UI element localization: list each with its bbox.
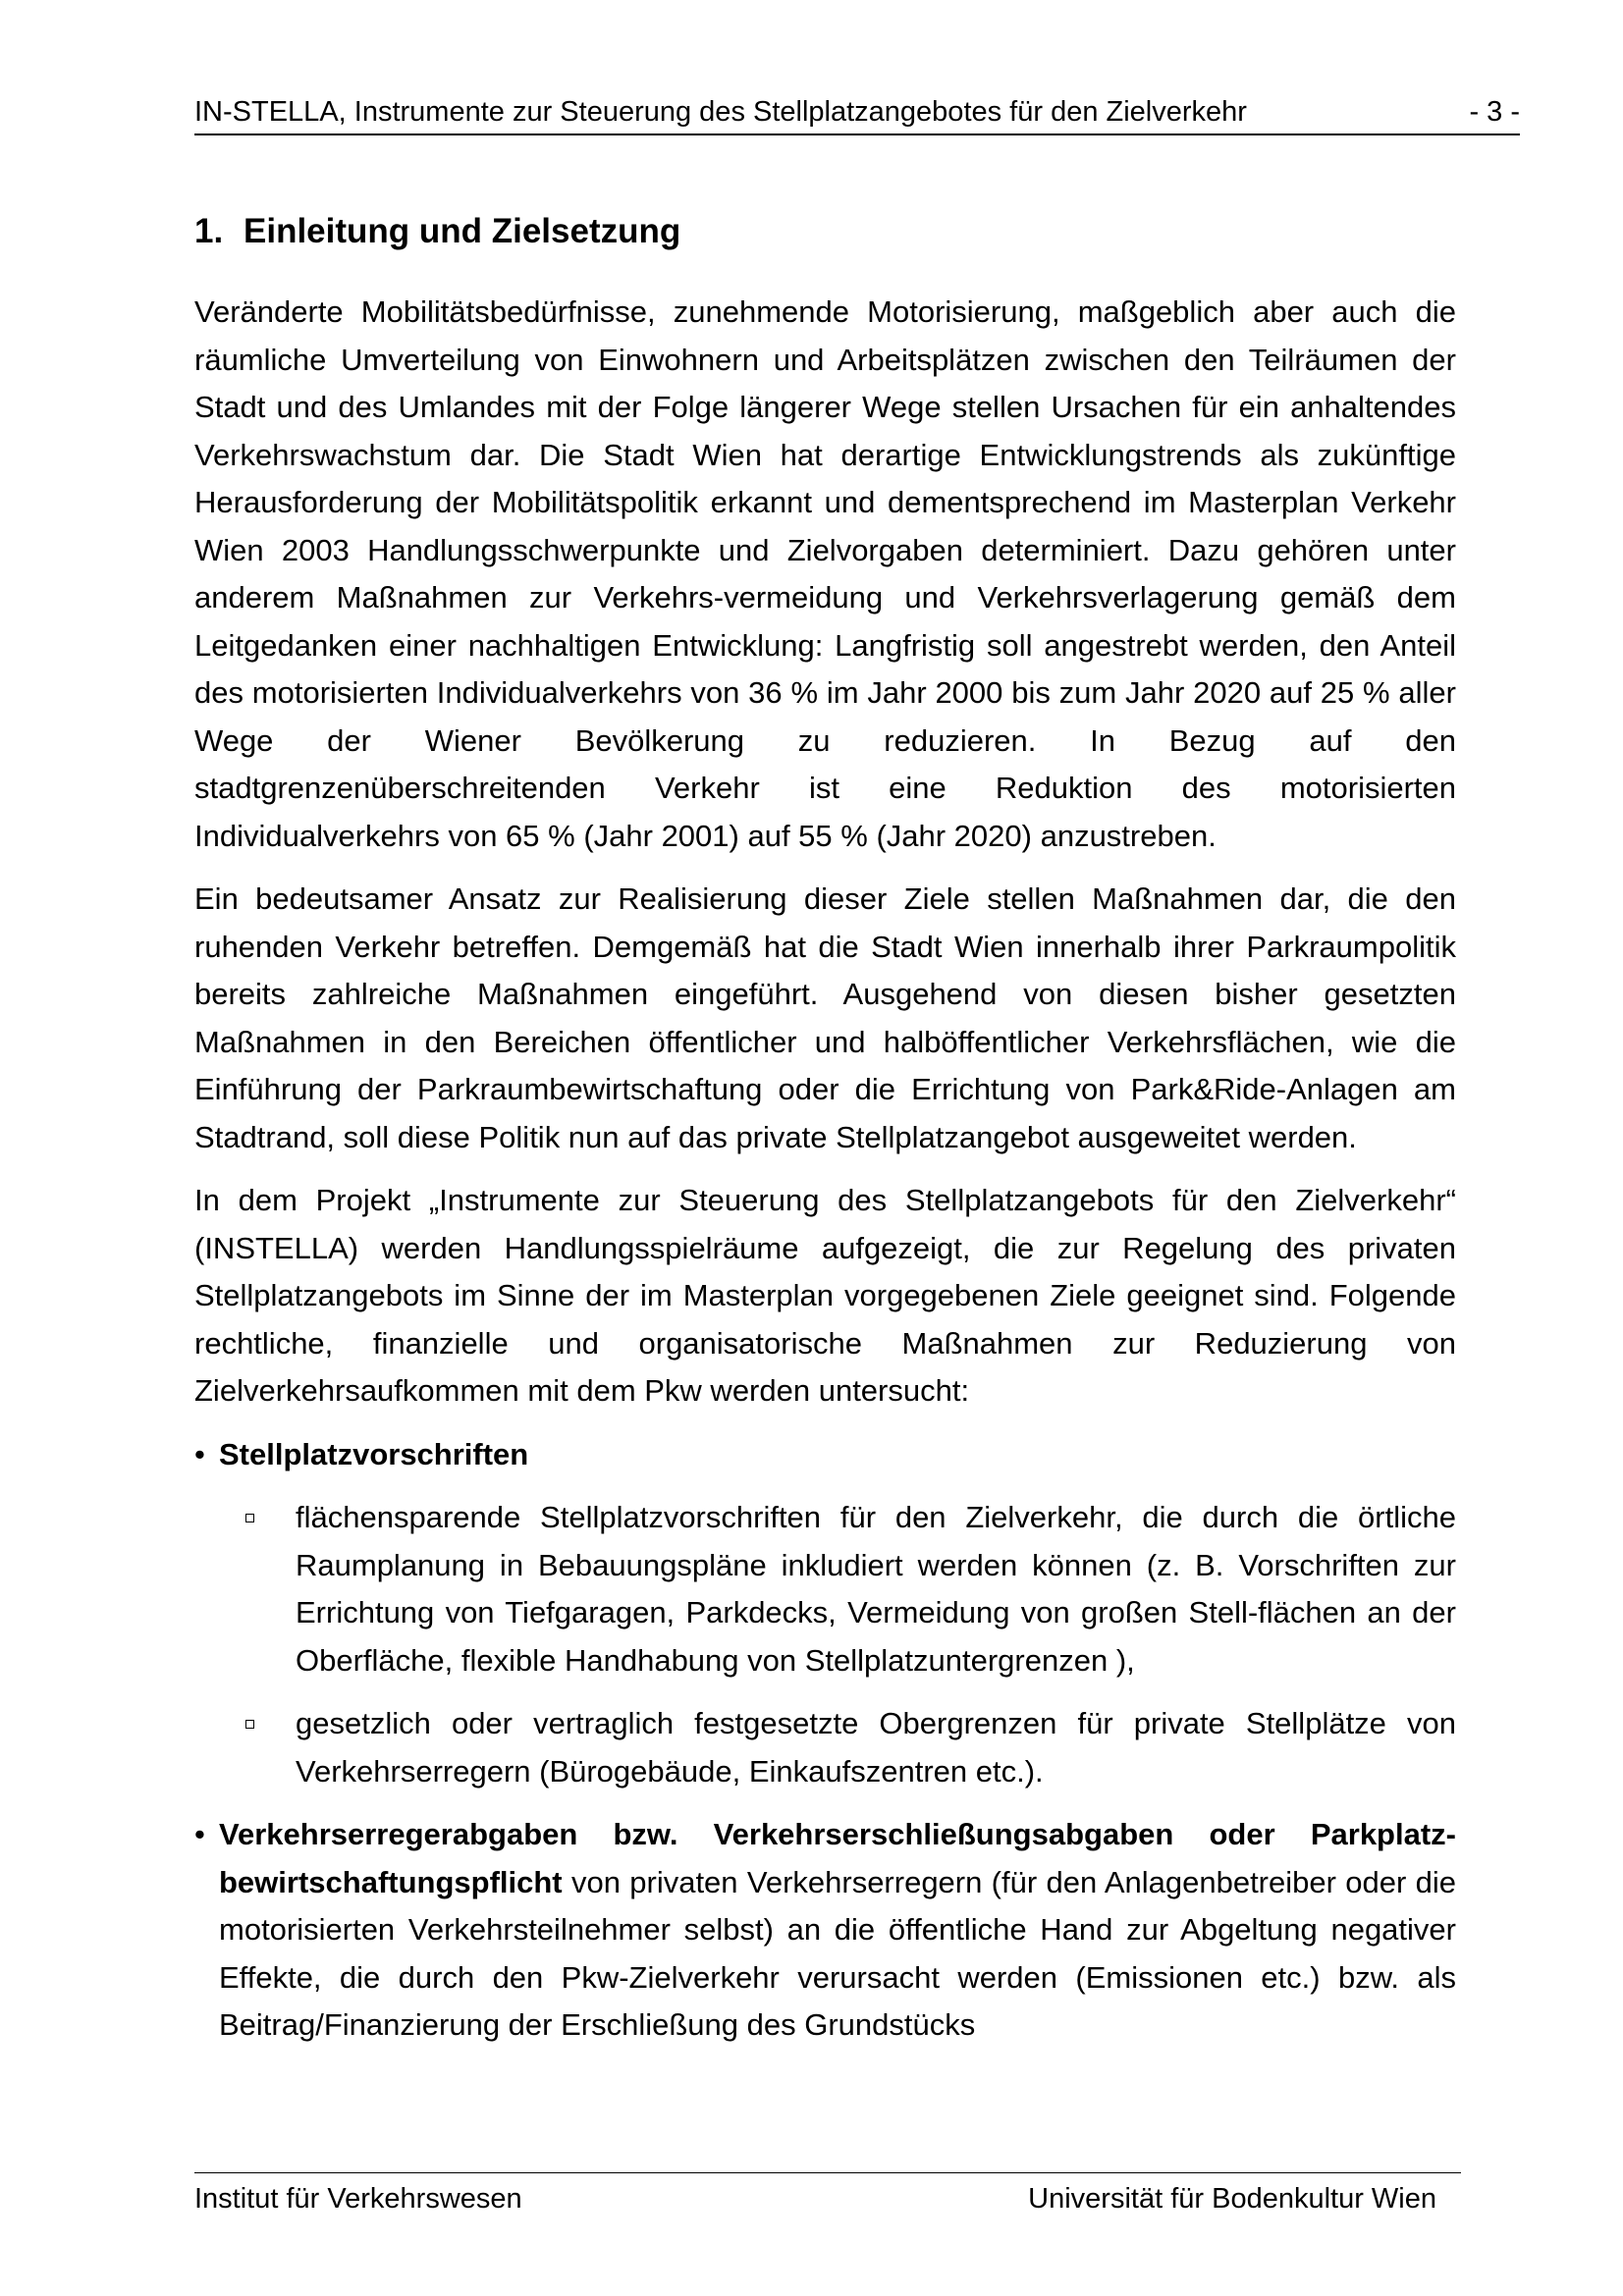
section-title: Einleitung und Zielsetzung: [243, 212, 681, 250]
header-title: IN-STELLA, Instrumente zur Steuerung des Stellplatzangebotes für den Zielverkehr: [194, 96, 1247, 128]
paragraph-2: Ein bedeutsamer Ansatz zur Realisierung dieser Ziele stellen Maßnahmen dar, die den ruhenden Verkehr betreffen. Demgemäß hat die Stadt Wien innerhalb ihrer Parkraumpolitik bereits zahlreiche Maßnahmen eingeführt. Ausgehend von diesen bisher gesetzten Maßnahmen in den Bereichen öffentlicher und halböffentlicher Verkehrsflächen, wie die Einführung der Parkraumbewirtschaftung oder die Errichtung von Park&Ride-Anlagen am Stadtrand, soll diese Politik nun auf das private Stellplatzangebot ausgeweitet werden.: [194, 881, 1456, 1154]
square-bullet-icon: [245, 1720, 254, 1729]
bullet-item-abgaben: [194, 1811, 1456, 2050]
page-footer: [194, 2172, 1461, 2213]
bullet-title: Stellplatzvorschriften: [219, 1436, 529, 1471]
sub-item-text: flächensparende Stellplatzvorschriften für den Zielverkehr, die durch die örtliche Raumplanung in Bebauungspläne inkludiert werden können (z. B. Vorschriften zur Errichtung von Tiefgaragen, Parkdecks, Vermeidung von großen Stell-flächen an der Oberfläche, flexible Handhabung von Stellplatzuntergrenzen ),: [296, 1500, 1456, 1678]
paragraph-3: In dem Projekt „Instrumente zur Steuerung des Stellplatzangebots für den Zielverkehr“ (INSTELLA) werden Handlungsspielräume aufgezeigt, die zur Regelung des privaten Stellplatzangebots im Sinne der im Masterplan vorgegebenen Ziele geeignet sind. Folgende rechtliche, finanzielle und organisatorische Maßnahmen zur Reduzierung von Zielverkehrsaufkommen mit dem Pkw werden untersucht:: [194, 1183, 1456, 1408]
sub-item: [194, 1494, 1456, 1684]
bullet-text: von privaten Verkehrserregern (für den Anlagenbetreiber oder die motorisierten Verkehrsteilnehmer selbst) an die öffentliche Hand zur Abgeltung negativer Effekte, die durch den Pkw-Zielverkehr verursacht werden (Emissionen etc.) bzw. als Beitrag/Finanzierung der Erschließung des Grundstücks: [219, 1864, 1456, 2042]
page-number: - 3 -: [1469, 96, 1520, 128]
paragraph-1: Veränderte Mobilitätsbedürfnisse, zunehmende Motorisierung, maßgeblich aber auch die räumliche Umverteilung von Einwohnern und Arbeitsplätzen zwischen den Teilräumen der Stadt und des Umlandes mit der Folge längerer Wege stellen Ursachen für ein anhaltendes Verkehrswachstum dar. Die Stadt Wien hat derartige Entwicklungstrends als zukünftige Herausforderung der Mobilitätspolitik erkannt und dementsprechend im Masterplan Verkehr Wien 2003 Handlungsschwerpunkte und Zielvorgaben determiniert. Dazu gehören unter anderem Maßnahmen zur Verkehrs-vermeidung und Verkehrsverlagerung gemäß dem Leitgedanken einer nachhaltigen Entwicklung: Langfristig soll angestrebt werden, den Anteil des motorisierten Individualverkehrs von 36 % im Jahr 2000 bis zum Jahr 2020 auf 25 % aller Wege der Wiener Bevölkerung zu reduzieren. In Bezug auf den stadtgrenzenüberschreitenden Verkehr ist eine Reduktion des motorisierten Individualverkehrs von 65 % (Jahr 2001) auf 55 % (Jahr 2020) anzustreben.: [194, 294, 1456, 853]
footer-institute: Institut für Verkehrswesen: [194, 2183, 522, 2215]
sub-item-text: gesetzlich oder vertraglich festgesetzte Obergrenzen für private Stellplätze von Verkehrserregern (Bürogebäude, Einkaufszentren etc.).: [296, 1706, 1456, 1789]
footer-university: Universität für Bodenkultur Wien: [1028, 2183, 1436, 2215]
bullet-marker: •: [194, 1436, 205, 1471]
body-text: [194, 289, 1456, 2065]
section-heading: [194, 212, 680, 251]
section-number: 1.: [194, 212, 224, 250]
bullet-marker: •: [194, 1817, 205, 1851]
bullet-bold-text: Verkehrserregerabgaben bzw. Verkehrserschließungsabgaben oder Parkplatz-bewirtschaftungspflicht: [219, 1817, 1456, 1899]
page-header: [194, 96, 1520, 135]
square-bullet-icon: [245, 1514, 254, 1522]
sub-item: [194, 1700, 1456, 1795]
bullet-item-stellplatzvorschriften: [194, 1431, 1456, 1479]
